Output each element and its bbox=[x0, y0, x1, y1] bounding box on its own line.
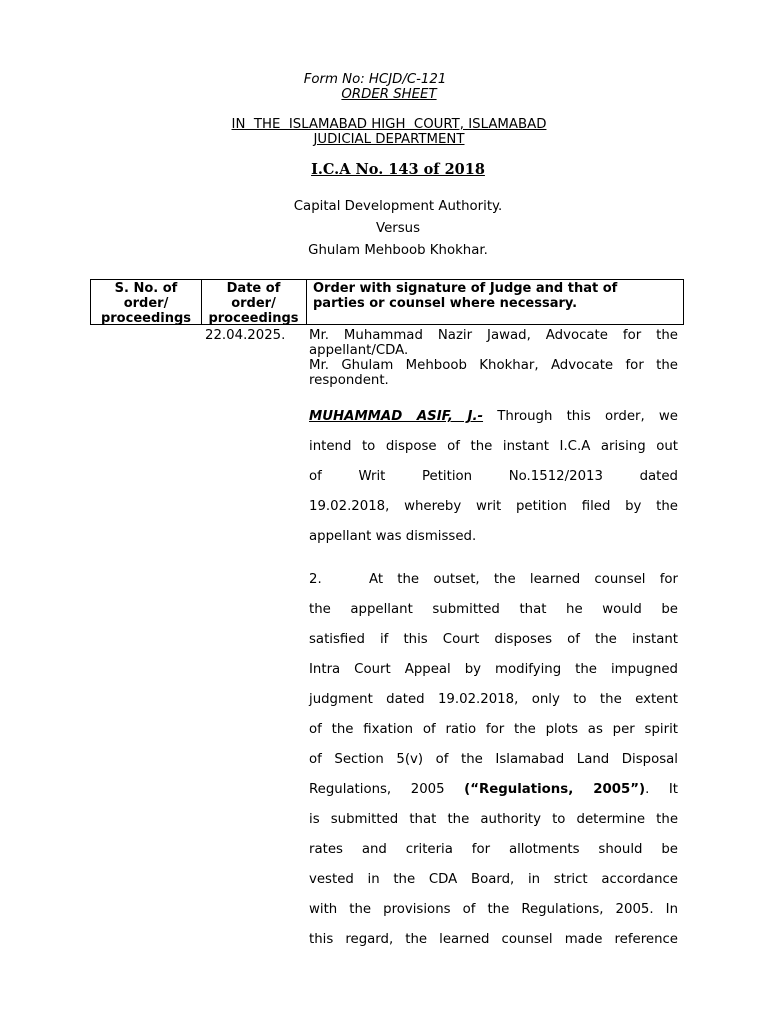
column-header-serial-no: S. No. of order/ proceedings bbox=[91, 280, 202, 325]
form-number: Form No: HCJD/C-121 bbox=[303, 72, 447, 87]
counsel-appearance: Mr. Muhammad Nazir Jawad, Advocate for the appellant/CDA. Mr. Ghulam Mehboob Khokhar, Advocate for the respondent. bbox=[309, 328, 678, 388]
paragraph-number: 2. bbox=[309, 572, 322, 587]
column-header-date: Date of order/ proceedings bbox=[201, 280, 307, 325]
defined-term: (“Regulations, 2005”) bbox=[464, 782, 646, 797]
appellant-party: Capital Development Authority. bbox=[293, 199, 503, 214]
case-number: I.C.A No. 143 of 2018 bbox=[311, 161, 485, 178]
judge-name: MUHAMMAD ASIF, J.- bbox=[309, 409, 484, 424]
department-name: JUDICIAL DEPARTMENT bbox=[313, 132, 465, 147]
paragraph-2: 2. At the outset, the learned counsel for the appellant submitted that he would be satisfied if this Court disposes of the instant Intra Court Appeal by modifying the impugned judgment dated 19.02.2018, only to the extent of the fixation of ratio for the plots as per spirit of Section 5(v) of the Islamabad Land Disposal Regulations, 2005 (“Regulations, 2005”). It is submitted that the authority to determine the rates and criteria for allotments should be vested in the CDA Board, in strict accordance with the provisions of the Regulations, 2005. In this regard, the learned counsel made reference bbox=[309, 565, 678, 955]
order-sheet-heading: ORDER SHEET bbox=[341, 87, 437, 102]
versus-label: Versus bbox=[376, 221, 420, 236]
column-header-order: Order with signature of Judge and that of parties or counsel where necessary. bbox=[313, 281, 618, 311]
order-date: 22.04.2025. bbox=[205, 328, 286, 343]
respondent-party: Ghulam Mehboob Khokhar. bbox=[308, 243, 488, 258]
court-name: IN THE ISLAMABAD HIGH COURT, ISLAMABAD bbox=[231, 117, 547, 132]
paragraph-1: MUHAMMAD ASIF, J.- Through this order, we intend to dispose of the instant I.C.A arising out of Writ Petition No.1512/2013 dated 19.02.2018, whereby writ petition filed by the appellant was dismissed. bbox=[309, 409, 678, 544]
order-table-header bbox=[90, 279, 684, 325]
